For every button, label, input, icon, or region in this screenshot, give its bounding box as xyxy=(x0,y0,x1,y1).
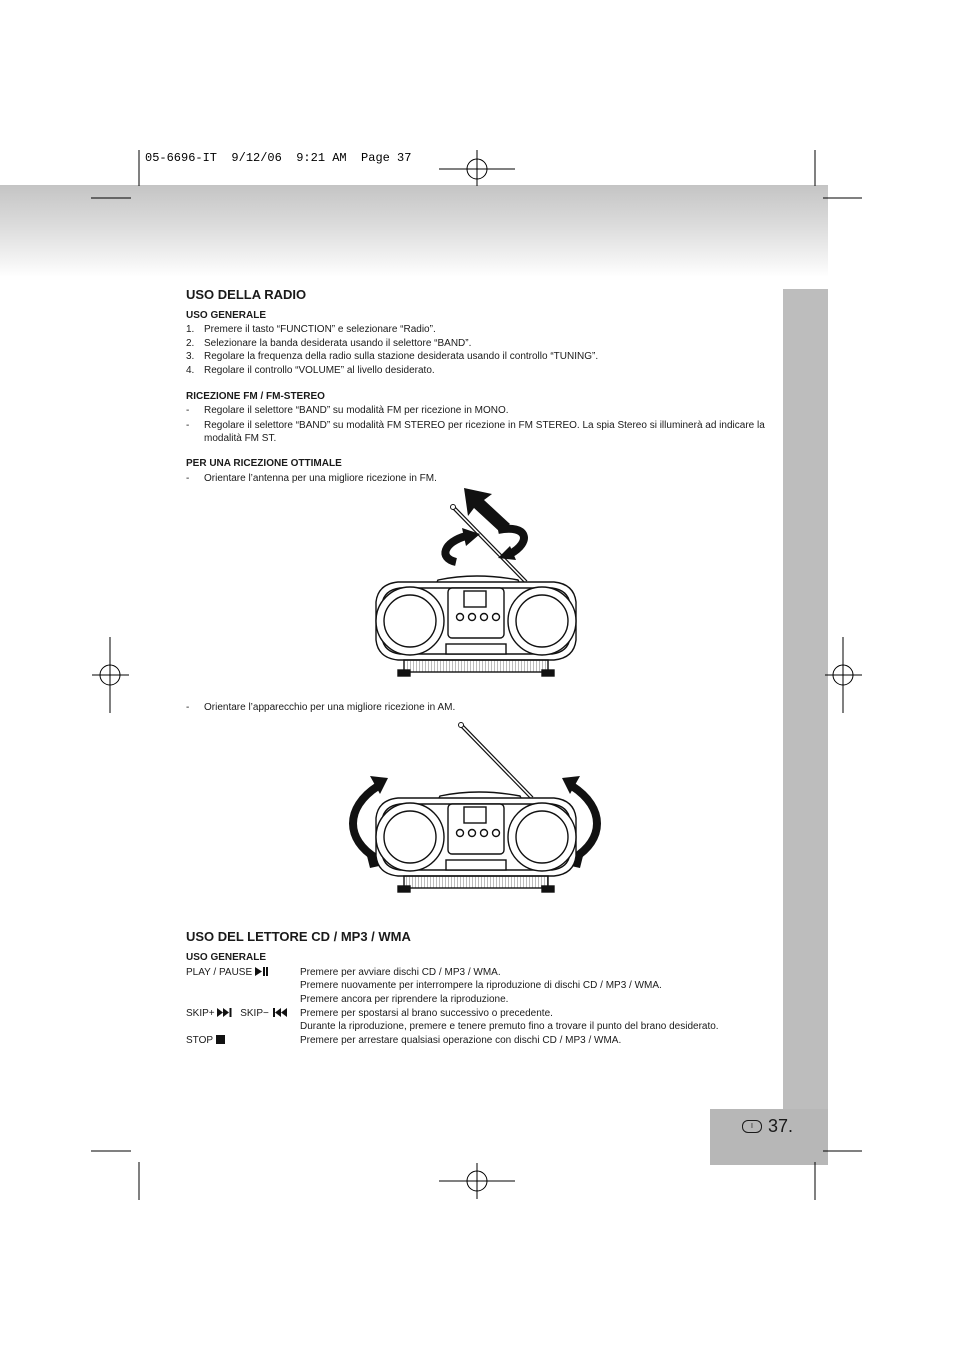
device-instruction xyxy=(186,701,776,715)
list-item: - Orientare l’antenna per una migliore ricezione in FM. xyxy=(186,473,437,484)
device-orientation-illustration xyxy=(340,716,610,902)
registration-mark-top xyxy=(439,150,515,186)
cd-general-heading: USO GENERALE xyxy=(186,952,267,963)
antenna-icon xyxy=(459,723,533,799)
description-line: Premere per arrestare qualsiasi operazione con dischi CD / MP3 / WMA. xyxy=(300,1035,622,1047)
list-item: 3. Regolare la frequenza della radio sulla stazione desiderata usando il controllo “TUNING”. xyxy=(186,351,599,362)
play-pause-icon xyxy=(255,967,269,976)
registration-mark-left xyxy=(92,637,129,713)
list-item: - Regolare il selettore “BAND” su modalità FM per ricezione in MONO. xyxy=(186,405,509,416)
list-item: - Regolare il selettore “BAND” su modalità FM STEREO per ricezione in FM STEREO. La spia Stereo si illuminerà ad indicare la modalità FM ST. xyxy=(186,419,765,444)
cd-section-title: USO DEL LETTORE CD / MP3 / WMA xyxy=(186,929,411,944)
optimal-heading: PER UNA RICEZIONE OTTIMALE xyxy=(186,458,342,469)
radio-section-title: USO DELLA RADIO xyxy=(186,287,307,302)
skip-previous-icon xyxy=(272,1008,288,1017)
description-line: Premere per spostarsi al brano successivo o precedente. xyxy=(300,1007,553,1019)
skip-prev-label: SKIP− xyxy=(240,1007,269,1019)
description-line: Premere ancora per riprendere la riproduzione. xyxy=(300,993,509,1005)
fm-heading: RICEZIONE FM / FM-STEREO xyxy=(186,391,325,402)
skip-next-label: SKIP+ xyxy=(186,1007,215,1019)
boombox-icon xyxy=(376,792,576,892)
radio-general-heading: USO GENERALE xyxy=(186,310,267,321)
play-pause-label: PLAY / PAUSE xyxy=(186,967,253,978)
language-oval-icon: I xyxy=(742,1120,762,1133)
description-line: Premere nuovamente per interrompere la riproduzione di dischi CD / MP3 / WMA. xyxy=(300,980,662,992)
print-slug: 05-6696-IT 9/12/06 9:21 AM Page 37 xyxy=(145,151,412,165)
list-item: - Orientare l’apparecchio per una migliore ricezione in AM. xyxy=(186,702,456,713)
description-line: Durante la riproduzione, premere e tenere premuto fino a trovare il punto del brano desiderato. xyxy=(300,1021,719,1033)
rotate-arrow-icon xyxy=(445,528,524,562)
registration-mark-right xyxy=(825,637,862,713)
radio-general-list xyxy=(186,323,776,377)
page-number-text: 37. xyxy=(768,1116,794,1136)
list-item: 4. Regolare il controllo “VOLUME” al livello desiderato. xyxy=(186,364,435,376)
stop-icon xyxy=(216,1035,225,1044)
skip-next-icon xyxy=(217,1008,233,1017)
list-item: 1. Premere il tasto “FUNCTION” e selezionare “Radio”. xyxy=(186,324,436,335)
cd-row-play-pause xyxy=(186,966,776,1006)
cd-row-stop xyxy=(186,1034,776,1047)
cd-controls-list xyxy=(186,966,776,1048)
list-item: 2. Selezionare la banda desiderata usando il selettore “BAND”. xyxy=(186,337,472,349)
registration-mark-bottom xyxy=(439,1163,515,1199)
cd-row-skip xyxy=(186,1007,776,1034)
fm-list xyxy=(186,404,776,446)
stop-label: STOP xyxy=(186,1035,213,1047)
description-line: Premere per avviare dischi CD / MP3 / WMA. xyxy=(300,967,501,978)
antenna-orientation-illustration xyxy=(368,484,584,682)
boombox-icon xyxy=(376,576,576,676)
